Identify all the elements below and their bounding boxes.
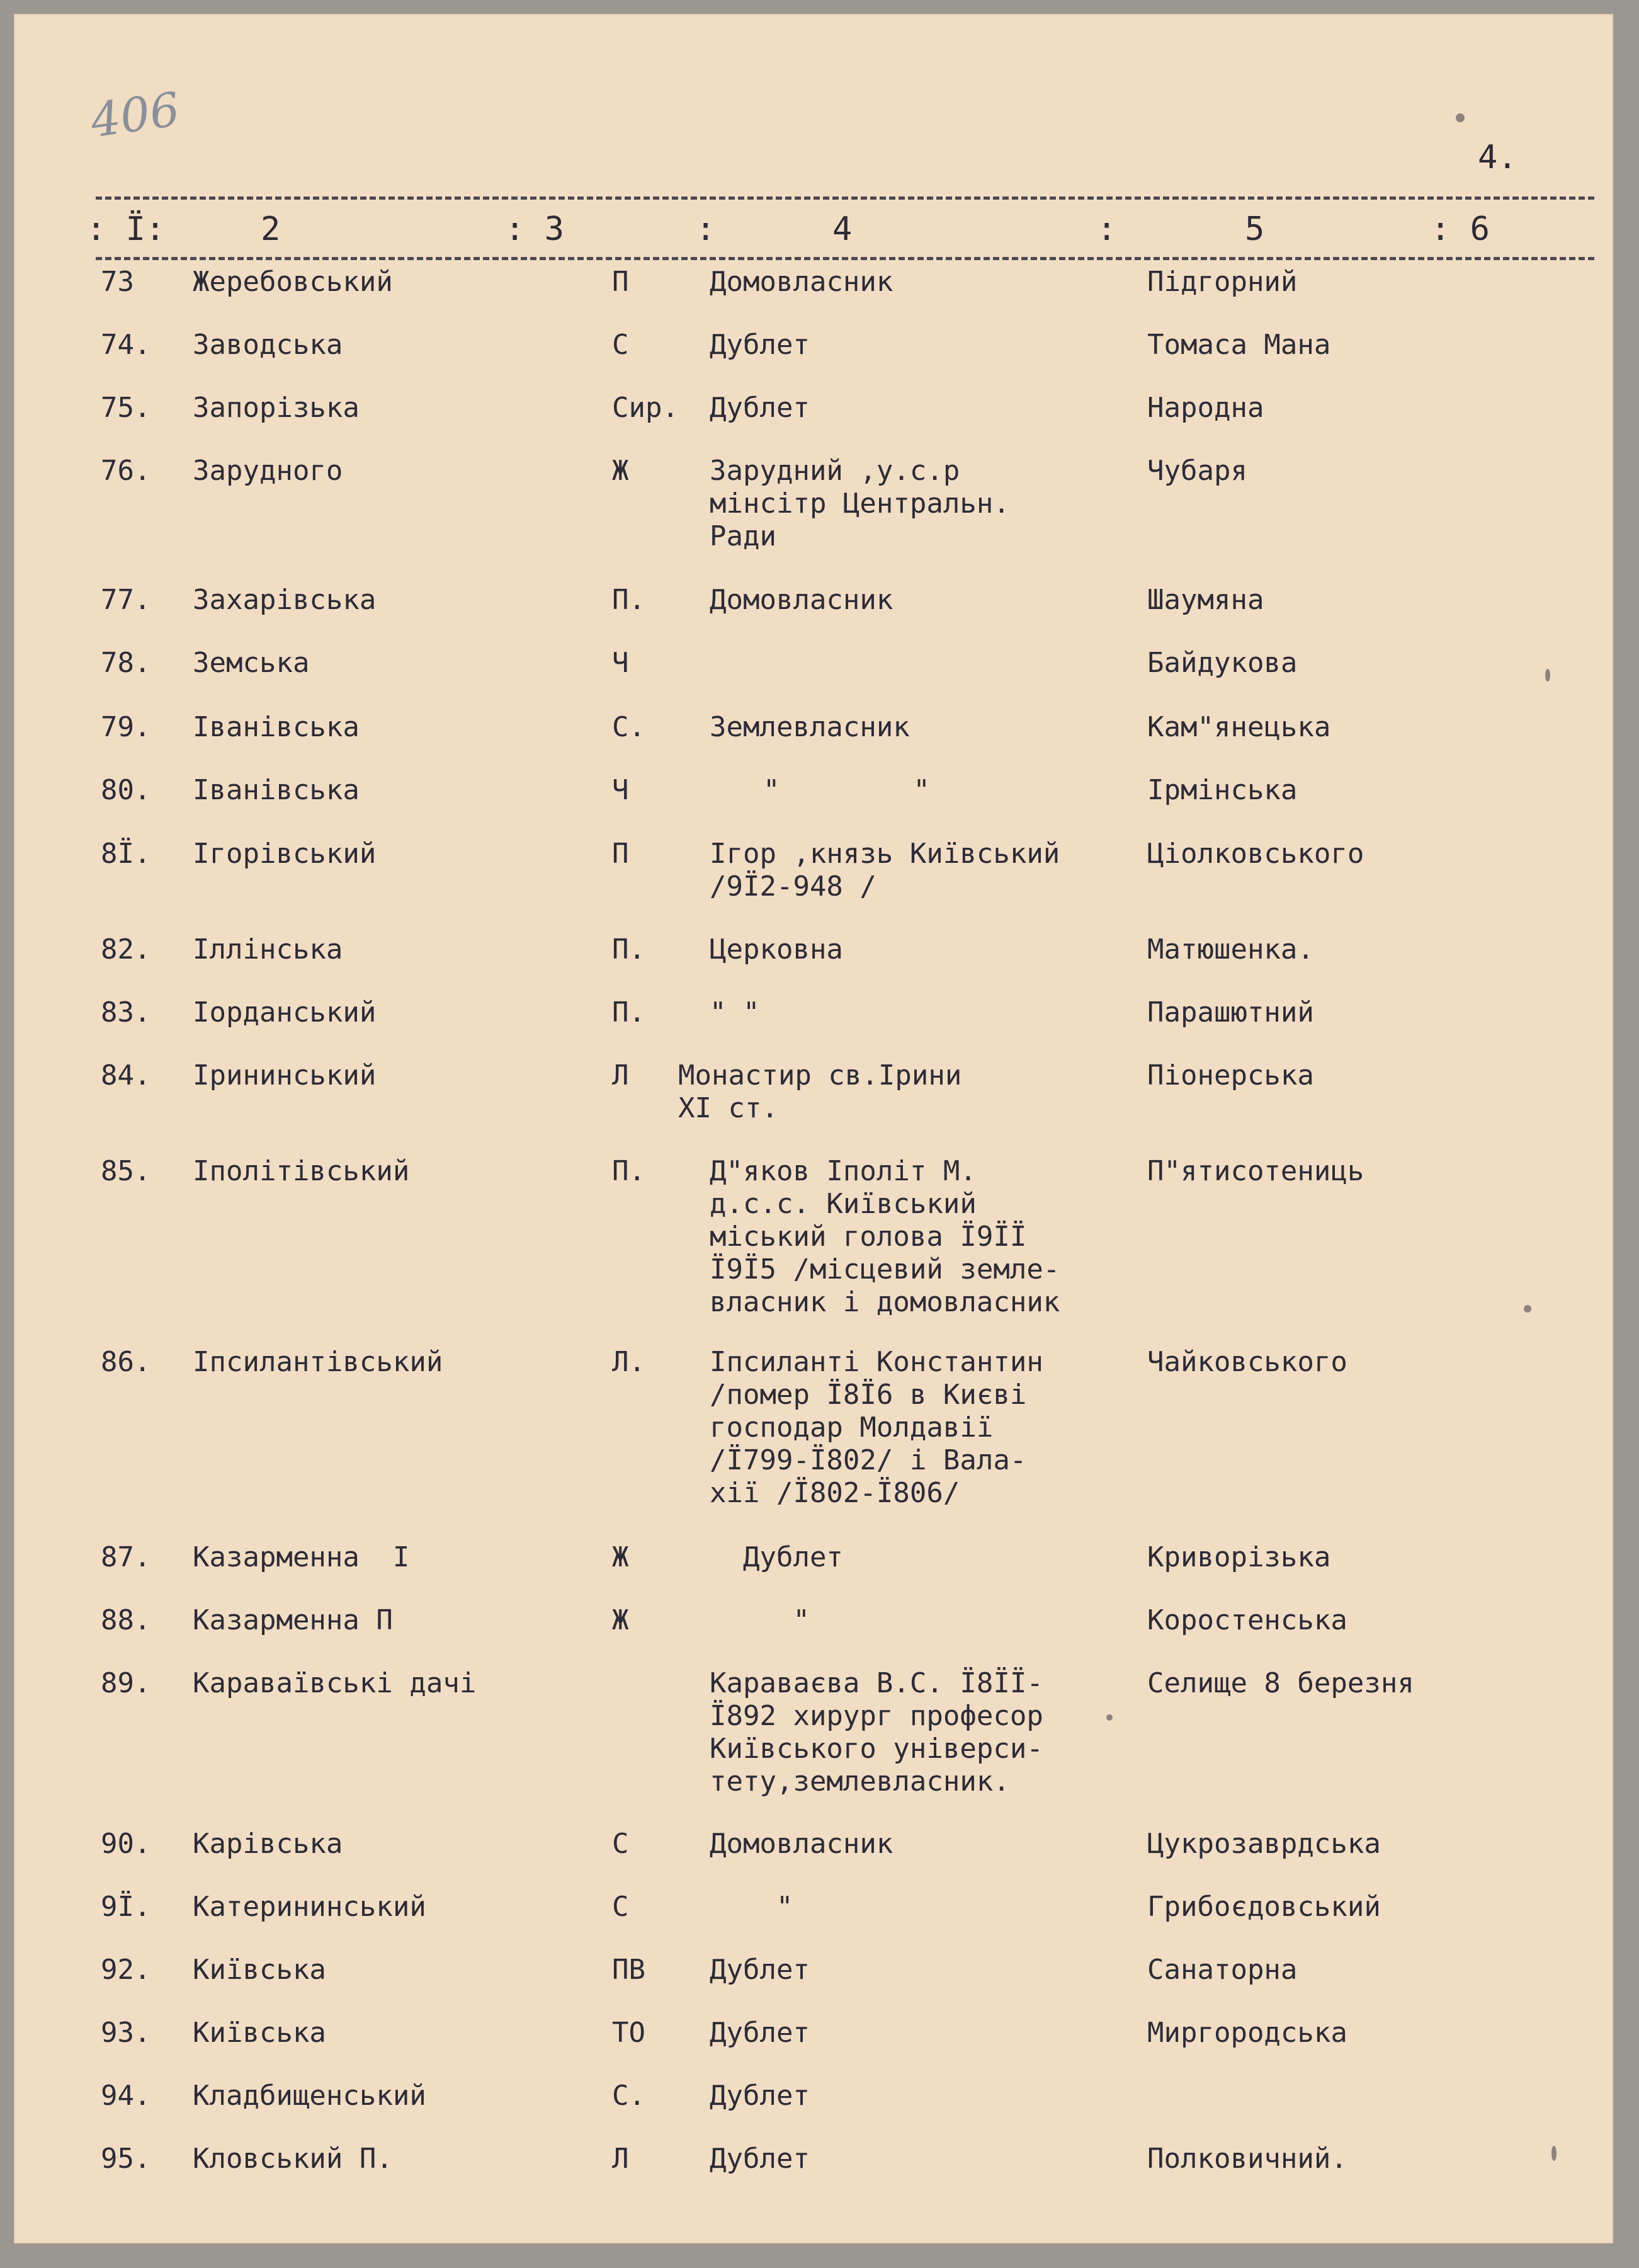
old-street-name: Заводська (193, 329, 343, 361)
district-code: С (612, 329, 629, 361)
new-street-name: Матюшенка. (1147, 933, 1314, 966)
district-code: Л. (612, 1346, 645, 1378)
new-street-name: Полковичний. (1147, 2143, 1347, 2175)
old-street-name: Іполітівський (193, 1155, 410, 1187)
new-street-name: Цукрозаврдська (1147, 1828, 1381, 1860)
new-street-name: Миргородська (1147, 2017, 1347, 2049)
district-code: Ч (612, 647, 629, 679)
district-code: С (612, 1828, 629, 1860)
row-number: 76. (101, 455, 151, 487)
row-number: 80. (101, 774, 151, 806)
old-street-name: Ірининський (193, 1059, 377, 1091)
row-number: 88. (101, 1604, 151, 1636)
row-number: 77. (101, 584, 151, 616)
old-street-name: Карівська (193, 1828, 343, 1860)
name-origin: Д"яков Іполіт М. д.с.с. Київський міський голова Ї9ЇЇ Ї9Ї5 /місцевий земле- власник і домовласник (710, 1155, 1060, 1318)
new-street-name: Ціолковського (1147, 838, 1364, 870)
name-origin: Зарудний ,у.с.р мінсітр Центральн. Ради (710, 455, 1010, 552)
district-code: П. (612, 933, 645, 966)
new-street-name: Шаумяна (1147, 584, 1264, 616)
new-street-name: Грибоєдовський (1147, 1891, 1381, 1923)
new-street-name: Байдукова (1147, 647, 1298, 679)
name-origin: Дублет (710, 2080, 810, 2112)
district-code: Л (612, 1059, 629, 1091)
column-number-2: 2 (261, 210, 281, 248)
old-street-name: Іорданський (193, 996, 377, 1029)
row-number: 73 (101, 266, 134, 298)
name-origin: Домовласник (710, 584, 893, 616)
old-street-name: Іванівська (193, 711, 360, 743)
old-street-name: Іпсилантівський (193, 1346, 443, 1378)
district-code: С. (612, 2080, 645, 2112)
new-street-name: Підгорний (1147, 266, 1298, 298)
name-origin: Землевласник (710, 711, 910, 743)
row-number: 82. (101, 933, 151, 966)
document-page (14, 14, 1613, 2243)
new-street-name: Селище 8 березня (1147, 1667, 1414, 1699)
name-origin: Дублет (710, 1541, 843, 1573)
name-origin: Дублет (710, 329, 810, 361)
new-street-name: Парашютний (1147, 996, 1314, 1029)
old-street-name: Казарменна П (193, 1604, 393, 1636)
row-number: 90. (101, 1828, 151, 1860)
row-number: 94. (101, 2080, 151, 2112)
district-code: П. (612, 1155, 645, 1187)
ink-spot (1524, 1305, 1531, 1313)
old-street-name: Караваївські дачі (193, 1667, 477, 1699)
row-number: 84. (101, 1059, 151, 1091)
column-number-6: : 6 (1431, 210, 1490, 248)
new-street-name: Коростенська (1147, 1604, 1347, 1636)
district-code: С (612, 1891, 629, 1923)
name-origin: Іпсиланті Константин /помер Ї8Ї6 в Києві господар Молдавії /Ї799-Ї802/ і Вала- хії /Ї802-Ї806/ (710, 1346, 1043, 1509)
column-separator: : (696, 210, 716, 248)
old-street-name: Київська (193, 1954, 326, 1986)
column-number-5: 5 (1245, 210, 1265, 248)
new-street-name: Чубаря (1147, 455, 1247, 487)
row-number: 75. (101, 392, 151, 424)
district-code: ТО (612, 2017, 645, 2049)
district-code: П. (612, 584, 645, 616)
old-street-name: Захарівська (193, 584, 377, 616)
handwritten-mark: 406 (87, 82, 183, 149)
ink-spot (1106, 1714, 1113, 1721)
name-origin: Церковна (710, 933, 843, 966)
name-origin: Ігор ,князь Київський /9Ї2-948 / (710, 838, 1060, 903)
district-code: П (612, 266, 629, 298)
name-origin: Домовласник (710, 266, 893, 298)
row-number: 87. (101, 1541, 151, 1573)
district-code: П. (612, 996, 645, 1029)
name-origin: Дублет (710, 2017, 810, 2049)
district-code: Ж (612, 1604, 629, 1636)
old-street-name: Казарменна І (193, 1541, 410, 1573)
old-street-name: Іванівська (193, 774, 360, 806)
row-number: 85. (101, 1155, 151, 1187)
new-street-name: П"ятисотениць (1147, 1155, 1364, 1187)
old-street-name: Київська (193, 2017, 326, 2049)
old-street-name: Кладбищенський (193, 2080, 426, 2112)
old-street-name: Земська (193, 647, 310, 679)
row-number: 92. (101, 1954, 151, 1986)
row-number: 9Ї. (101, 1891, 151, 1923)
new-street-name: Ірмінська (1147, 774, 1298, 806)
name-origin: Монастир св.Ірини ХІ ст. (678, 1059, 962, 1124)
district-code: Сир. (612, 392, 679, 424)
old-street-name: Іллінська (193, 933, 343, 966)
name-origin: Домовласник (710, 1828, 893, 1860)
ink-spot (1545, 669, 1550, 681)
district-code: П (612, 838, 629, 870)
old-street-name: Запорізька (193, 392, 360, 424)
new-street-name: Чайковського (1147, 1346, 1347, 1378)
row-number: 83. (101, 996, 151, 1029)
ink-spot (1456, 113, 1465, 122)
name-origin: " (710, 1604, 810, 1636)
new-street-name: Народна (1147, 392, 1264, 424)
row-number: 74. (101, 329, 151, 361)
name-origin: " " (710, 996, 760, 1029)
district-code: Ж (612, 455, 629, 487)
row-number: 78. (101, 647, 151, 679)
new-street-name: Піонерська (1147, 1059, 1314, 1091)
header-divider-bottom (96, 257, 1594, 260)
district-code: ПВ (612, 1954, 645, 1986)
column-number-3: : 3 (505, 210, 564, 248)
new-street-name: Криворізька (1147, 1541, 1331, 1573)
district-code: Ж (612, 1541, 629, 1573)
name-origin: Дублет (710, 1954, 810, 1986)
old-street-name: Жеребовський (193, 266, 393, 298)
ink-spot (1551, 2146, 1557, 2161)
old-street-name: Катерининський (193, 1891, 426, 1923)
name-origin: Дублет (710, 392, 810, 424)
row-number: 86. (101, 1346, 151, 1378)
district-code: Л (612, 2143, 629, 2175)
name-origin: Дублет (710, 2143, 810, 2175)
column-separator: : (1097, 210, 1117, 248)
district-code: С. (612, 711, 645, 743)
column-number-1: : Ї: (86, 210, 166, 248)
name-origin: Караваєва В.С. Ї8ЇЇ- Ї892 хирург професор Київського універси- тету,землевласник. (710, 1667, 1043, 1798)
name-origin: " (710, 1891, 793, 1923)
old-street-name: Ігорівський (193, 838, 377, 870)
new-street-name: Томаса Мана (1147, 329, 1331, 361)
header-divider-top (96, 197, 1594, 200)
old-street-name: Кловський П. (193, 2143, 393, 2175)
old-street-name: Зарудного (193, 455, 343, 487)
new-street-name: Кам"янецька (1147, 711, 1331, 743)
column-number-4: 4 (832, 210, 853, 248)
row-number: 89. (101, 1667, 151, 1699)
page-number: 4. (1478, 139, 1517, 176)
row-number: 79. (101, 711, 151, 743)
district-code: Ч (612, 774, 629, 806)
row-number: 95. (101, 2143, 151, 2175)
new-street-name: Санаторна (1147, 1954, 1298, 1986)
row-number: 93. (101, 2017, 151, 2049)
name-origin: " " (763, 774, 930, 806)
row-number: 8Ї. (101, 838, 151, 870)
